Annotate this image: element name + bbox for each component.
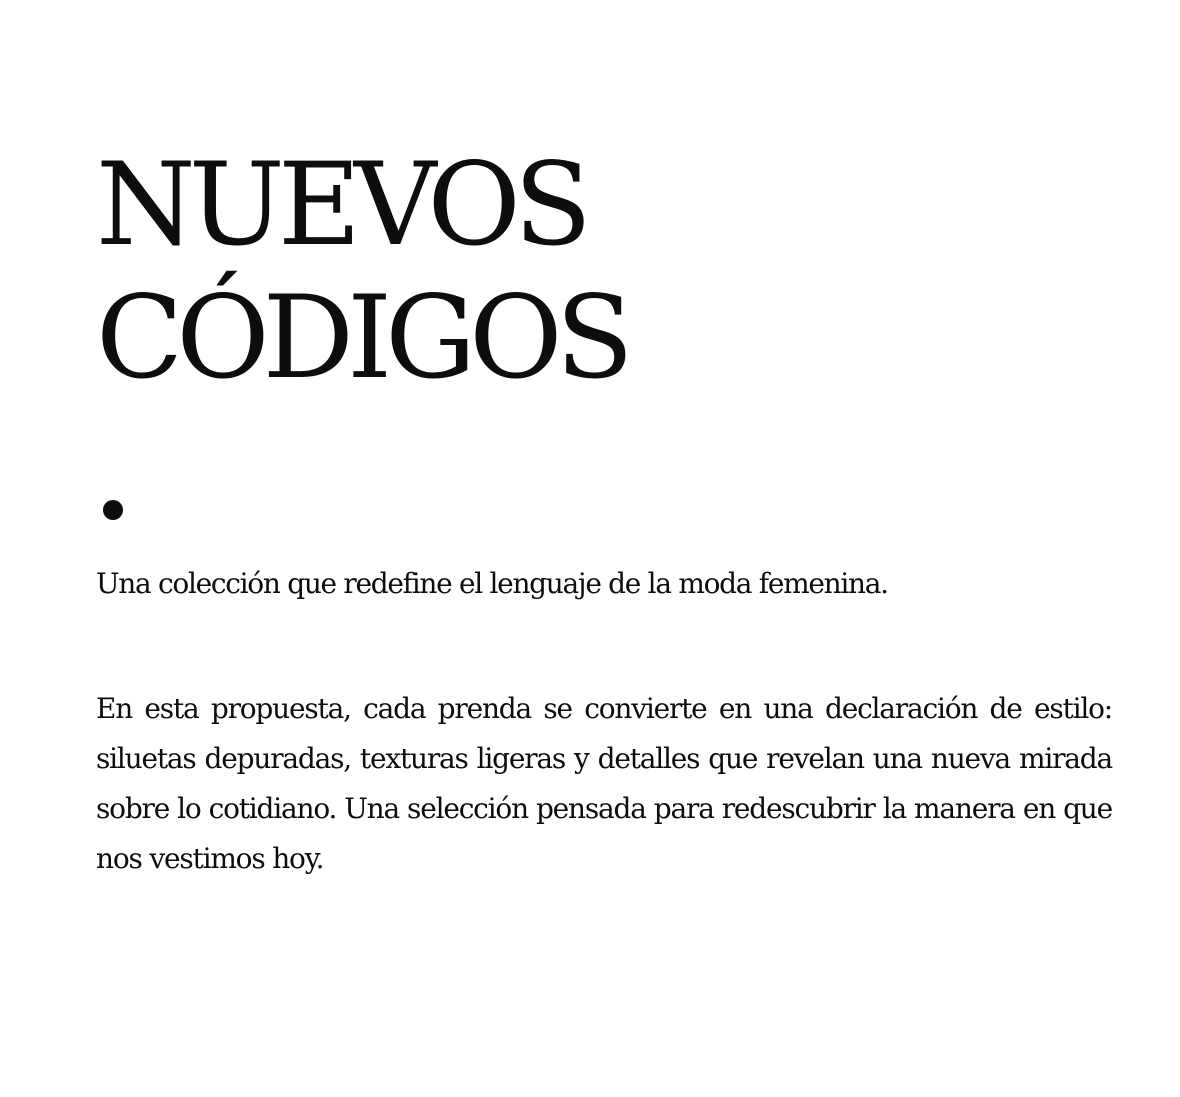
lead-paragraph: Una colección que redefine el lenguaje de la moda femenina. xyxy=(96,567,888,600)
page-title-line-1: NUEVOS xyxy=(96,138,585,271)
page-title-line-2: CÓDIGOS xyxy=(96,271,627,404)
bullet-dot xyxy=(103,500,123,520)
body-paragraph: En esta propuesta, cada prenda se convierte en una declaración de estilo: siluetas depuradas, texturas ligeras y detalles que revelan una nueva mirada sobre lo cotidiano. Una selección pensada para redescubrir la manera en que nos vestimos hoy. xyxy=(96,692,1112,875)
page-title xyxy=(96,138,627,404)
